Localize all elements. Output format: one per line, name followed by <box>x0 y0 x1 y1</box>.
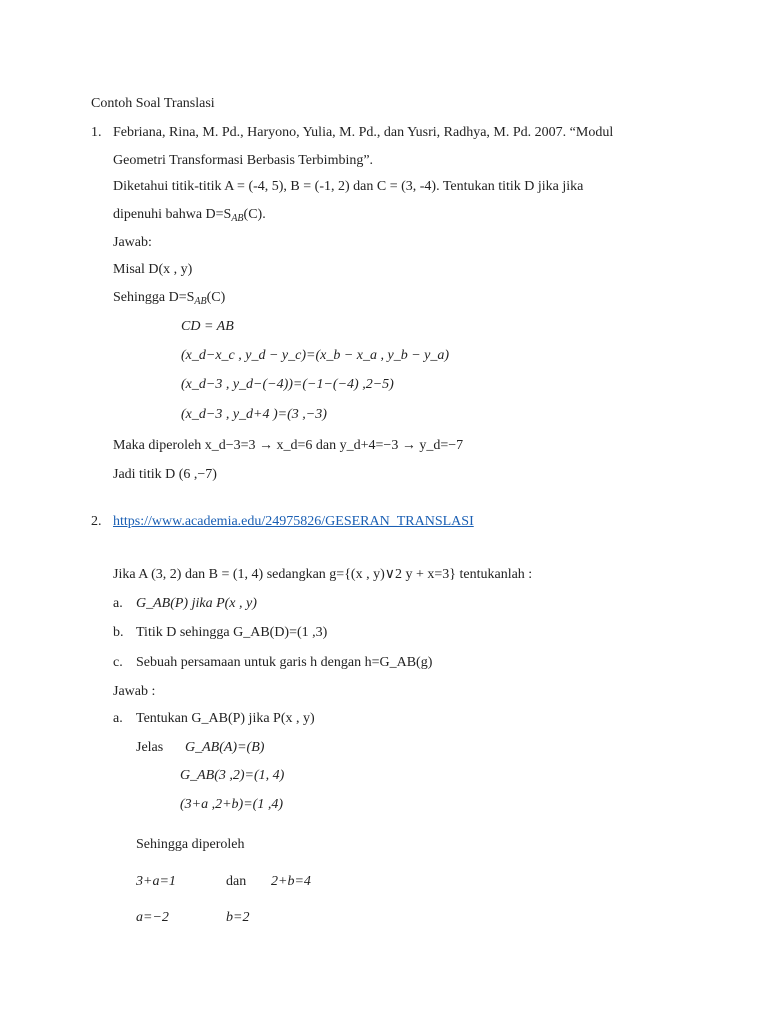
q1-number: 1. <box>91 125 102 140</box>
q1-jadi: Jadi titik D (6 ,−7) <box>113 467 217 482</box>
q2-c-label: c. <box>113 655 123 670</box>
q2-result2-right: b=2 <box>226 910 250 925</box>
q1-sehingga <box>113 289 225 308</box>
q2-diperoleh: Sehingga diperoleh <box>136 837 245 852</box>
q2-c-text: Sebuah persamaan untuk garis h dengan h=G_AB(g) <box>136 655 433 670</box>
q1-maka: Maka diperoleh x_d−3=3 → x_d=6 dan y_d+4=−3 → y_d=−7 <box>113 438 464 453</box>
q2-b-text: Titik D sehingga G_AB(D)=(1 ,3) <box>136 625 328 640</box>
q2-jelas: Jelas <box>136 740 164 755</box>
q1-sehingga-sub: AB <box>194 296 207 307</box>
q1-reference-line1: Febriana, Rina, M. Pd., Haryono, Yulia, M. Pd., dan Yusri, Radhya, M. Pd. 2007. “Modul <box>113 125 614 140</box>
q1-eq-components: (x_d−x_c , y_d − y_c)=(x_b − x_a , y_b − y_a) <box>181 348 450 363</box>
q1-condition-tail: (C). <box>243 207 266 222</box>
q2-result1-right: 2+b=4 <box>271 874 311 889</box>
q1-condition-text: dipenuhi bahwa D=S <box>113 207 232 222</box>
q2-jelas-eq: G_AB(A)=(B) <box>185 740 265 755</box>
q2-b-label: b. <box>113 625 124 640</box>
q2-source-link[interactable]: https://www.academia.edu/24975826/GESERAN_TRANSLASI <box>113 514 474 529</box>
q2-answer-a-label: a. <box>113 711 123 726</box>
q2-a-label: a. <box>113 596 123 611</box>
q1-condition-sub: AB <box>231 213 244 224</box>
q1-sehingga-tail: (C) <box>206 290 226 305</box>
q2-jawab: Jawab : <box>113 684 156 699</box>
q1-eq-substitute: (x_d−3 , y_d−(−4))=(−1−(−4) ,2−5) <box>181 377 394 392</box>
q1-eq-vectors: CD = AB <box>181 319 234 334</box>
q1-condition <box>113 206 266 225</box>
q1-eq-simplified: (x_d−3 , y_d+4 )=(3 ,−3) <box>181 407 327 422</box>
q2-eq-translate: G_AB(3 ,2)=(1, 4) <box>180 768 285 783</box>
q2-result1-dan: dan <box>226 874 247 889</box>
q1-given: Diketahui titik-titik A = (-4, 5), B = (-1, 2) dan C = (3, -4). Tentukan titik D jika jika <box>113 179 584 194</box>
q2-eq-components: (3+a ,2+b)=(1 ,4) <box>180 797 283 812</box>
q1-misal: Misal D(x , y) <box>113 262 193 277</box>
q2-number: 2. <box>91 514 102 529</box>
q2-intro: Jika A (3, 2) dan B = (1, 4) sedangkan g={(x , y)∨2 y + x=3} tentukanlah : <box>113 567 533 582</box>
q2-result2-left: a=−2 <box>136 910 169 925</box>
q1-sehingga-text: Sehingga D=S <box>113 290 195 305</box>
q2-answer-a-text: Tentukan G_AB(P) jika P(x , y) <box>136 711 315 726</box>
page-title: Contoh Soal Translasi <box>91 96 215 111</box>
q2-result1-left: 3+a=1 <box>136 874 176 889</box>
q1-reference-line2: Geometri Transformasi Berbasis Terbimbing”. <box>113 153 374 168</box>
q1-jawab: Jawab: <box>113 235 152 250</box>
q2-a-text: G_AB(P) jika P(x , y) <box>136 596 257 611</box>
